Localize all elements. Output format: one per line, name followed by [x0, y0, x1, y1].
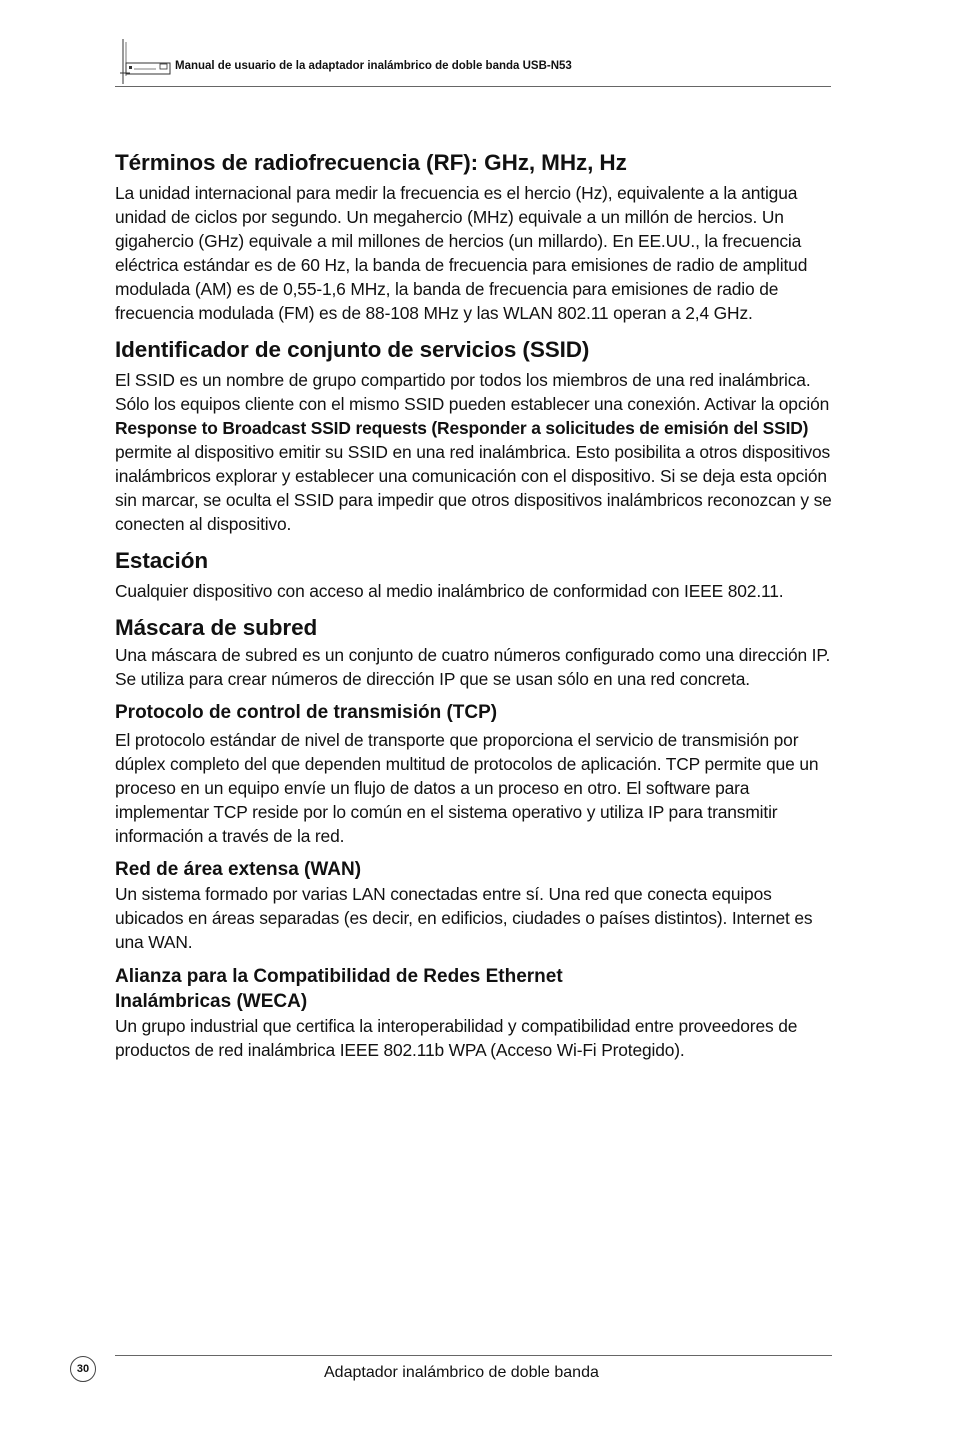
body-ssid-part1: El SSID es un nombre de grupo compartido por todos los miembros de una red inalámbrica. Sólo los equipos cliente con el mismo SSID pueden establecer una conexión. Activar la opción — [115, 370, 830, 414]
heading-rf: Términos de radiofrecuencia (RF): GHz, MHz, Hz — [115, 150, 627, 175]
heading-weca — [115, 964, 833, 1014]
body-rf: La unidad internacional para medir la frecuencia es el hercio (Hz), equivalente a la antigua unidad de ciclos por segundo. Un megahercio (MHz) equivale a un millón de hercios. Un gigahercio (GHz) equivale a mil millones de hercios (un millardo). En EE.UU., la frecuencia eléctrica estándar es de 60 Hz, la banda de frecuencia para emisiones de radio de amplitud modulada (AM) es de 0,55-1,6 MHz, la banda de frecuencia para emisiones de radio de frecuencia modulada (FM) es de 88-108 MHz y las WLAN 802.11 operan a 2,4 GHz. — [115, 183, 808, 323]
heading-subnet: Máscara de subred — [115, 615, 318, 640]
heading-weca-line1: Alianza para la Compatibilidad de Redes Ethernet — [115, 966, 563, 987]
header-title: Manual de usuario de la adaptador inalámbrico de doble banda USB-N53 — [175, 60, 572, 72]
page-header — [115, 34, 831, 88]
body-weca: Un grupo industrial que certifica la interoperabilidad y compatibilidad entre proveedores de productos de red inalámbrica IEEE 802.11b WPA (Acceso Wi-Fi Protegido). — [115, 1016, 798, 1060]
footer-divider — [115, 1355, 832, 1356]
body-tcp: El protocolo estándar de nivel de transporte que proporciona el servicio de transmisión por dúplex completo del que dependen multitud de protocolos de aplicación. TCP permite que un proceso en un equipo envíe un flujo de datos a un proceso en otro. El software para implementar TCP reside por lo común en el sistema operativo y utiliza IP para transmitir información a través de la red. — [115, 730, 819, 846]
header-divider — [115, 86, 831, 87]
heading-wan: Red de área extensa (WAN) — [115, 859, 362, 880]
heading-station: Estación — [115, 548, 208, 573]
body-wan: Un sistema formado por varias LAN conectadas entre sí. Una red que conecta equipos ubicados en áreas separadas (es decir, en edificios, ciudades o países distintos). Internet es una WAN. — [115, 884, 813, 952]
footer-text: Adaptador inalámbrico de doble banda — [324, 1364, 599, 1381]
heading-weca-line2: Inalámbricas (WECA) — [115, 991, 308, 1012]
heading-ssid: Identificador de conjunto de servicios (SSID) — [115, 337, 590, 362]
body-ssid — [115, 368, 833, 536]
heading-tcp: Protocolo de control de transmisión (TCP) — [115, 702, 498, 723]
page-number-badge: 30 — [70, 1356, 96, 1382]
page-footer — [70, 1350, 832, 1400]
body-subnet: Una máscara de subred es un conjunto de cuatro números configurado como una dirección IP. Se utiliza para crear números de dirección IP que se usan sólo en una red concreta. — [115, 645, 831, 689]
body-station: Cualquier dispositivo con acceso al medio inalámbrico de conformidad con IEEE 802.11. — [115, 581, 784, 601]
main-content — [115, 148, 833, 1062]
body-ssid-bold: Response to Broadcast SSID requests (Responder a solicitudes de emisión del SSID) — [115, 418, 809, 438]
body-ssid-part2: permite al dispositivo emitir su SSID en una red inalámbrica. Esto posibilita a otros dispositivos inalámbricos explorar y establecer una comunicación con el dispositivo. Si se deja esta opción sin marcar, se oculta el SSID para impedir que otros dispositivos inalámbricos reconozcan y se conecten al dispositivo. — [115, 442, 832, 534]
usb-adapter-icon — [118, 36, 173, 84]
